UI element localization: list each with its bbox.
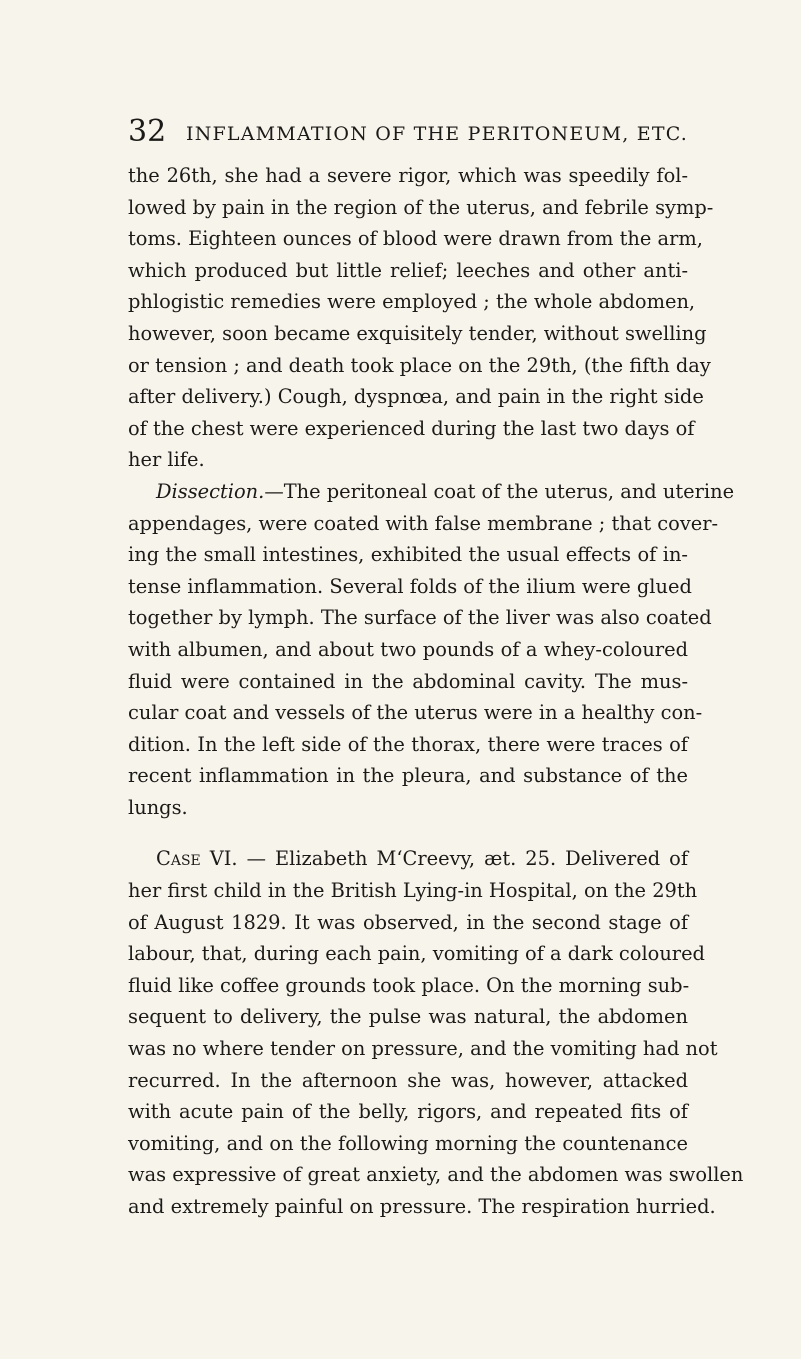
text-line: her life. bbox=[128, 448, 205, 472]
dissection-first-line: —The peritoneal coat of the uterus, and uterine bbox=[264, 479, 735, 503]
text-line: her first child in the British Lying-in Hospital, on the 29th bbox=[128, 879, 698, 903]
text-line: or tension ; and death took place on the 29th, (the fifth day bbox=[128, 353, 711, 377]
text-line: the 26th, she had a severe rigor, which was speedily fol- bbox=[128, 164, 688, 187]
paragraph-gap bbox=[128, 823, 688, 843]
text-line: which produced but little relief; leeches and other anti- bbox=[128, 258, 688, 282]
case-heading: Case VI. bbox=[156, 847, 238, 871]
text-line: with albumen, and about two pounds of a whey-coloured bbox=[128, 637, 688, 661]
running-head: INFLAMMATION OF THE PERITONEUM, ETC. bbox=[186, 123, 689, 145]
text-line: fluid were contained in the abdominal cavity. The mus- bbox=[128, 669, 688, 693]
text-line: fluid like coffee grounds took place. On the morning sub- bbox=[128, 973, 690, 997]
text-line: lowed by pain in the region of the uterus, and febrile symp- bbox=[128, 195, 714, 219]
text-line: was no where tender on pressure, and the vomiting had not bbox=[128, 1037, 718, 1061]
text-line: together by lymph. The surface of the liver was also coated bbox=[128, 606, 712, 630]
paragraph-case-vi bbox=[128, 843, 744, 1222]
page-header bbox=[128, 112, 688, 152]
text-line: of the chest were experienced during the last two days of bbox=[128, 416, 695, 440]
case-first-line: — Elizabeth M‘Creevy, æt. 25. Delivered of bbox=[237, 847, 688, 871]
text-line: appendages, were coated with false membrane ; that cover- bbox=[128, 511, 719, 535]
text-line: however, soon became exquisitely tender, without swelling bbox=[128, 321, 707, 345]
text-line: tense inflammation. Several folds of the ilium were glued bbox=[128, 574, 692, 598]
text-line bbox=[128, 843, 688, 875]
text-line: recent inflammation in the pleura, and substance of the bbox=[128, 764, 688, 788]
body-text bbox=[128, 160, 744, 1223]
text-line: and extremely painful on pressure. The respiration hurried. bbox=[128, 1195, 716, 1218]
page-number: 32 bbox=[128, 114, 167, 149]
text-line: toms. Eighteen ounces of blood were drawn from the arm, bbox=[128, 227, 703, 251]
text-line: of August 1829. It was observed, in the second stage of bbox=[128, 910, 688, 934]
dissection-heading: Dissection. bbox=[156, 479, 265, 503]
text-line: was expressive of great anxiety, and the abdomen was swollen bbox=[128, 1163, 744, 1187]
text-line: after delivery.) Cough, dyspnœa, and pain in the right side bbox=[128, 385, 704, 409]
text-line: recurred. In the afternoon she was, however, attacked bbox=[128, 1068, 688, 1092]
text-line: ing the small intestines, exhibited the usual effects of in- bbox=[128, 543, 688, 567]
paragraph-dissection bbox=[128, 476, 735, 824]
text-line: labour, that, during each pain, vomiting of a dark coloured bbox=[128, 942, 705, 966]
text-line: lungs. bbox=[128, 795, 188, 819]
text-line bbox=[128, 476, 735, 508]
text-line: cular coat and vessels of the uterus were in a healthy con- bbox=[128, 701, 703, 725]
text-line: phlogistic remedies were employed ; the whole abdomen, bbox=[128, 290, 696, 314]
text-line: vomiting, and on the following morning the countenance bbox=[128, 1131, 688, 1155]
text-line: sequent to delivery, the pulse was natural, the abdomen bbox=[128, 1005, 688, 1029]
paragraph-case-continuation bbox=[128, 160, 714, 476]
text-line: dition. In the left side of the thorax, there were traces of bbox=[128, 732, 688, 756]
text-line: with acute pain of the belly, rigors, and repeated fits of bbox=[128, 1100, 688, 1124]
